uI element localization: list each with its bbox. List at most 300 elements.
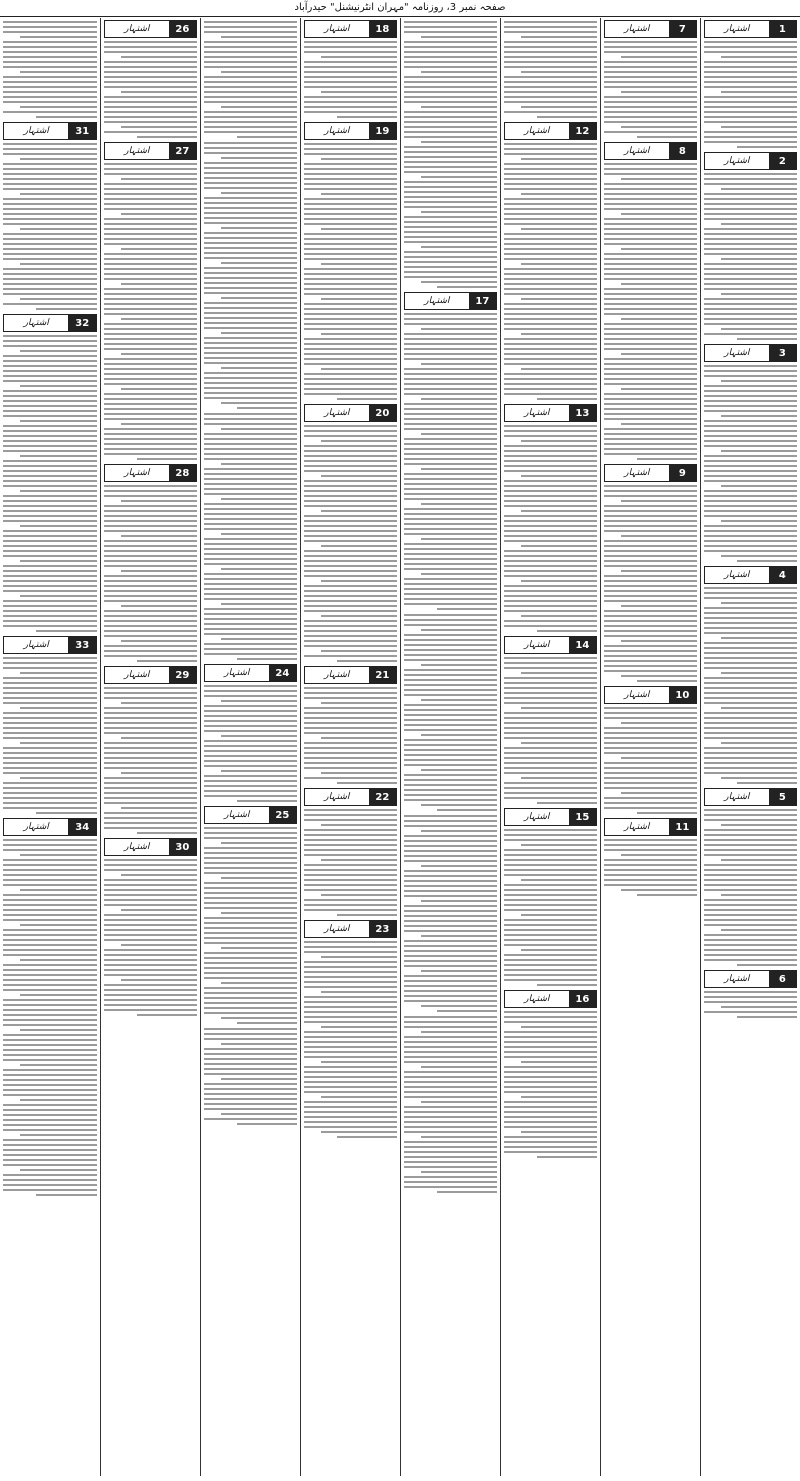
text-line xyxy=(604,515,697,517)
text-line xyxy=(3,697,97,699)
text-line xyxy=(104,233,197,235)
text-line xyxy=(104,41,197,43)
text-line xyxy=(304,777,397,779)
text-line xyxy=(621,126,697,128)
text-line xyxy=(304,854,397,856)
text-line xyxy=(204,182,297,184)
news-item xyxy=(304,788,397,916)
text-line xyxy=(604,712,697,714)
text-line xyxy=(421,141,497,143)
text-line xyxy=(404,231,497,233)
text-line xyxy=(421,865,497,867)
text-line xyxy=(421,804,497,806)
text-line xyxy=(304,1036,397,1038)
text-line xyxy=(521,1131,597,1133)
text-line xyxy=(104,929,197,931)
text-line xyxy=(704,243,797,245)
text-line xyxy=(204,633,297,635)
text-line xyxy=(3,535,97,537)
text-line xyxy=(104,510,197,512)
text-line xyxy=(704,505,797,507)
text-line xyxy=(604,268,697,270)
news-item xyxy=(104,20,197,138)
text-line xyxy=(104,218,197,220)
text-lines xyxy=(204,21,297,138)
text-line xyxy=(321,158,397,160)
text-line xyxy=(504,258,597,260)
item-label: اشتہار xyxy=(705,789,769,805)
text-line xyxy=(704,218,797,220)
text-line xyxy=(404,593,497,595)
text-line xyxy=(204,31,297,33)
news-item xyxy=(504,21,597,118)
text-line xyxy=(504,697,597,699)
text-line xyxy=(704,116,797,118)
text-line xyxy=(104,817,197,819)
text-line xyxy=(204,222,297,224)
text-line xyxy=(3,1034,97,1036)
text-line xyxy=(121,56,197,58)
text-line xyxy=(404,880,497,882)
text-line xyxy=(404,1176,497,1178)
text-line xyxy=(404,553,497,555)
text-lines xyxy=(404,815,497,1012)
text-line xyxy=(104,343,197,345)
item-header xyxy=(704,970,797,988)
text-line xyxy=(204,131,297,133)
text-line xyxy=(3,530,97,532)
text-line xyxy=(104,969,197,971)
item-number: 25 xyxy=(269,807,296,823)
text-line xyxy=(704,627,797,629)
text-line xyxy=(704,722,797,724)
text-line xyxy=(3,380,97,382)
text-line xyxy=(3,989,97,991)
text-line xyxy=(504,46,597,48)
text-line xyxy=(604,243,697,245)
text-line xyxy=(704,390,797,392)
text-line xyxy=(704,318,797,320)
text-line xyxy=(604,707,697,709)
text-line xyxy=(104,914,197,916)
text-line xyxy=(604,485,697,487)
text-line xyxy=(621,500,697,502)
text-line xyxy=(604,293,697,295)
text-lines xyxy=(404,614,497,811)
text-line xyxy=(204,387,297,389)
text-line xyxy=(704,864,797,866)
text-line xyxy=(421,433,497,435)
text-line xyxy=(104,258,197,260)
text-line xyxy=(704,697,797,699)
text-lines xyxy=(604,41,697,138)
news-item xyxy=(304,920,397,1138)
text-line xyxy=(221,227,297,229)
text-line xyxy=(404,1081,497,1083)
text-line xyxy=(521,263,597,265)
item-number: 4 xyxy=(769,567,796,583)
text-line xyxy=(3,944,97,946)
text-line xyxy=(404,955,497,957)
text-line xyxy=(321,824,397,826)
text-line xyxy=(404,373,497,375)
text-line xyxy=(3,605,97,607)
text-line xyxy=(704,395,797,397)
text-line xyxy=(704,550,797,552)
text-line xyxy=(3,919,97,921)
text-line xyxy=(421,769,497,771)
text-line xyxy=(104,243,197,245)
text-line xyxy=(3,415,97,417)
text-line xyxy=(404,121,497,123)
text-line xyxy=(304,308,397,310)
text-line xyxy=(704,677,797,679)
text-line xyxy=(404,266,497,268)
text-lines xyxy=(604,839,697,896)
text-line xyxy=(3,355,97,357)
text-line xyxy=(504,388,597,390)
news-item xyxy=(304,20,397,118)
text-line xyxy=(221,71,297,73)
text-line xyxy=(304,707,397,709)
item-number: 18 xyxy=(369,21,396,37)
text-line xyxy=(504,839,597,841)
text-line xyxy=(104,727,197,729)
text-line xyxy=(3,188,97,190)
text-line xyxy=(20,420,97,422)
text-line xyxy=(604,81,697,83)
text-line xyxy=(204,593,297,595)
news-item xyxy=(204,1028,297,1125)
text-line xyxy=(304,732,397,734)
text-line xyxy=(20,71,97,73)
text-line xyxy=(204,952,297,954)
text-line xyxy=(20,298,97,300)
text-line xyxy=(204,760,297,762)
text-line xyxy=(20,1134,97,1136)
text-line xyxy=(404,779,497,781)
text-line xyxy=(20,1064,97,1066)
text-line xyxy=(321,737,397,739)
text-line xyxy=(3,1144,97,1146)
text-line xyxy=(704,889,797,891)
text-line xyxy=(437,1010,497,1012)
text-line xyxy=(3,1154,97,1156)
text-line xyxy=(304,625,397,627)
text-line xyxy=(121,283,197,285)
text-line xyxy=(404,1071,497,1073)
text-line xyxy=(104,66,197,68)
text-line xyxy=(421,1066,497,1068)
news-item xyxy=(104,838,197,1016)
item-number: 17 xyxy=(469,293,496,309)
text-line xyxy=(704,136,797,138)
item-header xyxy=(404,292,497,310)
text-line xyxy=(304,106,397,108)
text-line xyxy=(604,238,697,240)
text-line xyxy=(704,86,797,88)
text-line xyxy=(404,840,497,842)
text-line xyxy=(304,610,397,612)
text-line xyxy=(704,106,797,108)
text-line xyxy=(604,545,697,547)
text-line xyxy=(404,1116,497,1118)
text-line xyxy=(604,66,697,68)
text-line xyxy=(421,900,497,902)
text-line xyxy=(204,690,297,692)
text-line xyxy=(204,392,297,394)
text-line xyxy=(3,969,97,971)
text-line xyxy=(721,894,797,896)
text-line xyxy=(204,872,297,874)
text-line xyxy=(104,869,197,871)
text-line xyxy=(204,648,297,650)
text-line xyxy=(204,957,297,959)
text-line xyxy=(3,772,97,774)
text-line xyxy=(404,378,497,380)
text-line xyxy=(3,615,97,617)
text-line xyxy=(504,143,597,145)
item-header xyxy=(304,920,397,938)
text-line xyxy=(204,623,297,625)
text-line xyxy=(421,398,497,400)
text-line xyxy=(504,732,597,734)
text-line xyxy=(104,228,197,230)
text-line xyxy=(304,505,397,507)
text-line xyxy=(304,585,397,587)
text-line xyxy=(521,545,597,547)
text-line xyxy=(521,440,597,442)
text-line xyxy=(504,1141,597,1143)
text-lines xyxy=(404,1016,497,1193)
text-line xyxy=(3,1184,97,1186)
text-line xyxy=(104,717,197,719)
text-line xyxy=(504,964,597,966)
text-line xyxy=(604,630,697,632)
text-line xyxy=(604,540,697,542)
text-line xyxy=(404,1000,497,1002)
news-item xyxy=(704,788,797,966)
text-line xyxy=(204,242,297,244)
text-line xyxy=(3,540,97,542)
text-line xyxy=(604,595,697,597)
text-line xyxy=(504,904,597,906)
text-line xyxy=(3,964,97,966)
text-line xyxy=(404,985,497,987)
text-line xyxy=(304,961,397,963)
text-line xyxy=(20,106,97,108)
text-line xyxy=(721,328,797,330)
text-line xyxy=(304,819,397,821)
text-line xyxy=(304,373,397,375)
text-line xyxy=(504,677,597,679)
text-line xyxy=(504,712,597,714)
text-line xyxy=(504,1116,597,1118)
text-line xyxy=(204,827,297,829)
text-line xyxy=(221,877,297,879)
text-line xyxy=(204,277,297,279)
text-line xyxy=(404,353,497,355)
text-line xyxy=(404,1131,497,1133)
text-line xyxy=(104,939,197,941)
text-line xyxy=(404,689,497,691)
item-label: اشتہار xyxy=(4,819,68,835)
text-line xyxy=(504,570,597,572)
text-line xyxy=(504,393,597,395)
text-lines xyxy=(604,707,697,814)
text-line xyxy=(504,974,597,976)
text-line xyxy=(704,283,797,285)
text-line xyxy=(421,935,497,937)
text-line xyxy=(604,802,697,804)
item-number: 21 xyxy=(369,667,396,683)
text-line xyxy=(304,530,397,532)
text-line xyxy=(721,555,797,557)
text-line xyxy=(104,949,197,951)
text-line xyxy=(504,682,597,684)
text-line xyxy=(204,237,297,239)
text-lines xyxy=(3,657,97,814)
text-line xyxy=(704,834,797,836)
text-line xyxy=(321,56,397,58)
text-line xyxy=(604,183,697,185)
text-line xyxy=(504,283,597,285)
text-line xyxy=(604,610,697,612)
text-line xyxy=(404,563,497,565)
text-line xyxy=(504,874,597,876)
text-line xyxy=(3,1189,97,1191)
text-line xyxy=(3,757,97,759)
text-line xyxy=(204,508,297,510)
text-line xyxy=(721,637,797,639)
text-line xyxy=(104,433,197,435)
text-line xyxy=(504,535,597,537)
text-line xyxy=(204,765,297,767)
text-line xyxy=(404,860,497,862)
text-line xyxy=(104,924,197,926)
text-line xyxy=(3,550,97,552)
text-line xyxy=(3,340,97,342)
text-line xyxy=(204,942,297,944)
text-line xyxy=(204,337,297,339)
text-line xyxy=(704,228,797,230)
text-line xyxy=(704,809,797,811)
text-line xyxy=(504,500,597,502)
text-line xyxy=(104,919,197,921)
text-line xyxy=(704,924,797,926)
text-line xyxy=(204,643,297,645)
text-line xyxy=(304,600,397,602)
text-line xyxy=(604,555,697,557)
text-line xyxy=(604,408,697,410)
text-line xyxy=(104,732,197,734)
text-line xyxy=(504,894,597,896)
text-line xyxy=(504,86,597,88)
text-line xyxy=(704,173,797,175)
text-line xyxy=(304,520,397,522)
text-line xyxy=(404,674,497,676)
text-line xyxy=(204,1007,297,1009)
text-line xyxy=(104,767,197,769)
text-line xyxy=(421,830,497,832)
text-line xyxy=(721,415,797,417)
text-line xyxy=(204,513,297,515)
text-line xyxy=(604,418,697,420)
text-line xyxy=(404,960,497,962)
text-line xyxy=(221,982,297,984)
text-line xyxy=(521,879,597,881)
text-line xyxy=(404,251,497,253)
text-lines xyxy=(504,143,597,400)
text-line xyxy=(20,889,97,891)
text-line xyxy=(3,929,97,931)
text-line xyxy=(504,1081,597,1083)
text-line xyxy=(204,755,297,757)
text-line xyxy=(304,941,397,943)
text-line xyxy=(704,869,797,871)
item-number: 33 xyxy=(68,637,96,653)
item-number: 20 xyxy=(369,405,396,421)
text-line xyxy=(3,884,97,886)
text-line xyxy=(404,1111,497,1113)
text-line xyxy=(621,889,697,891)
text-line xyxy=(504,585,597,587)
text-line xyxy=(121,423,197,425)
text-line xyxy=(3,153,97,155)
text-line xyxy=(404,815,497,817)
text-line xyxy=(704,303,797,305)
text-line xyxy=(404,558,497,560)
text-lines xyxy=(704,365,797,562)
text-line xyxy=(3,505,97,507)
text-line xyxy=(504,480,597,482)
text-line xyxy=(621,675,697,677)
text-line xyxy=(304,41,397,43)
text-line xyxy=(421,363,497,365)
text-line xyxy=(721,602,797,604)
text-line xyxy=(3,1019,97,1021)
text-line xyxy=(504,1071,597,1073)
text-line xyxy=(504,313,597,315)
text-line xyxy=(104,428,197,430)
text-line xyxy=(404,1026,497,1028)
text-line xyxy=(404,1141,497,1143)
text-line xyxy=(504,61,597,63)
text-line xyxy=(337,116,397,118)
text-line xyxy=(304,996,397,998)
text-line xyxy=(404,719,497,721)
text-line xyxy=(221,533,297,535)
text-line xyxy=(404,418,497,420)
text-line xyxy=(404,236,497,238)
text-line xyxy=(104,121,197,123)
text-line xyxy=(504,590,597,592)
text-line xyxy=(304,1016,397,1018)
text-line xyxy=(604,530,697,532)
text-line xyxy=(321,1026,397,1028)
text-line xyxy=(304,450,397,452)
text-line xyxy=(104,51,197,53)
text-line xyxy=(404,1186,497,1188)
text-line xyxy=(404,739,497,741)
text-line xyxy=(304,849,397,851)
news-item xyxy=(604,20,697,138)
text-line xyxy=(704,365,797,367)
text-line xyxy=(504,485,597,487)
item-label: اشتہار xyxy=(505,809,569,825)
text-line xyxy=(3,1049,97,1051)
text-line xyxy=(3,198,97,200)
